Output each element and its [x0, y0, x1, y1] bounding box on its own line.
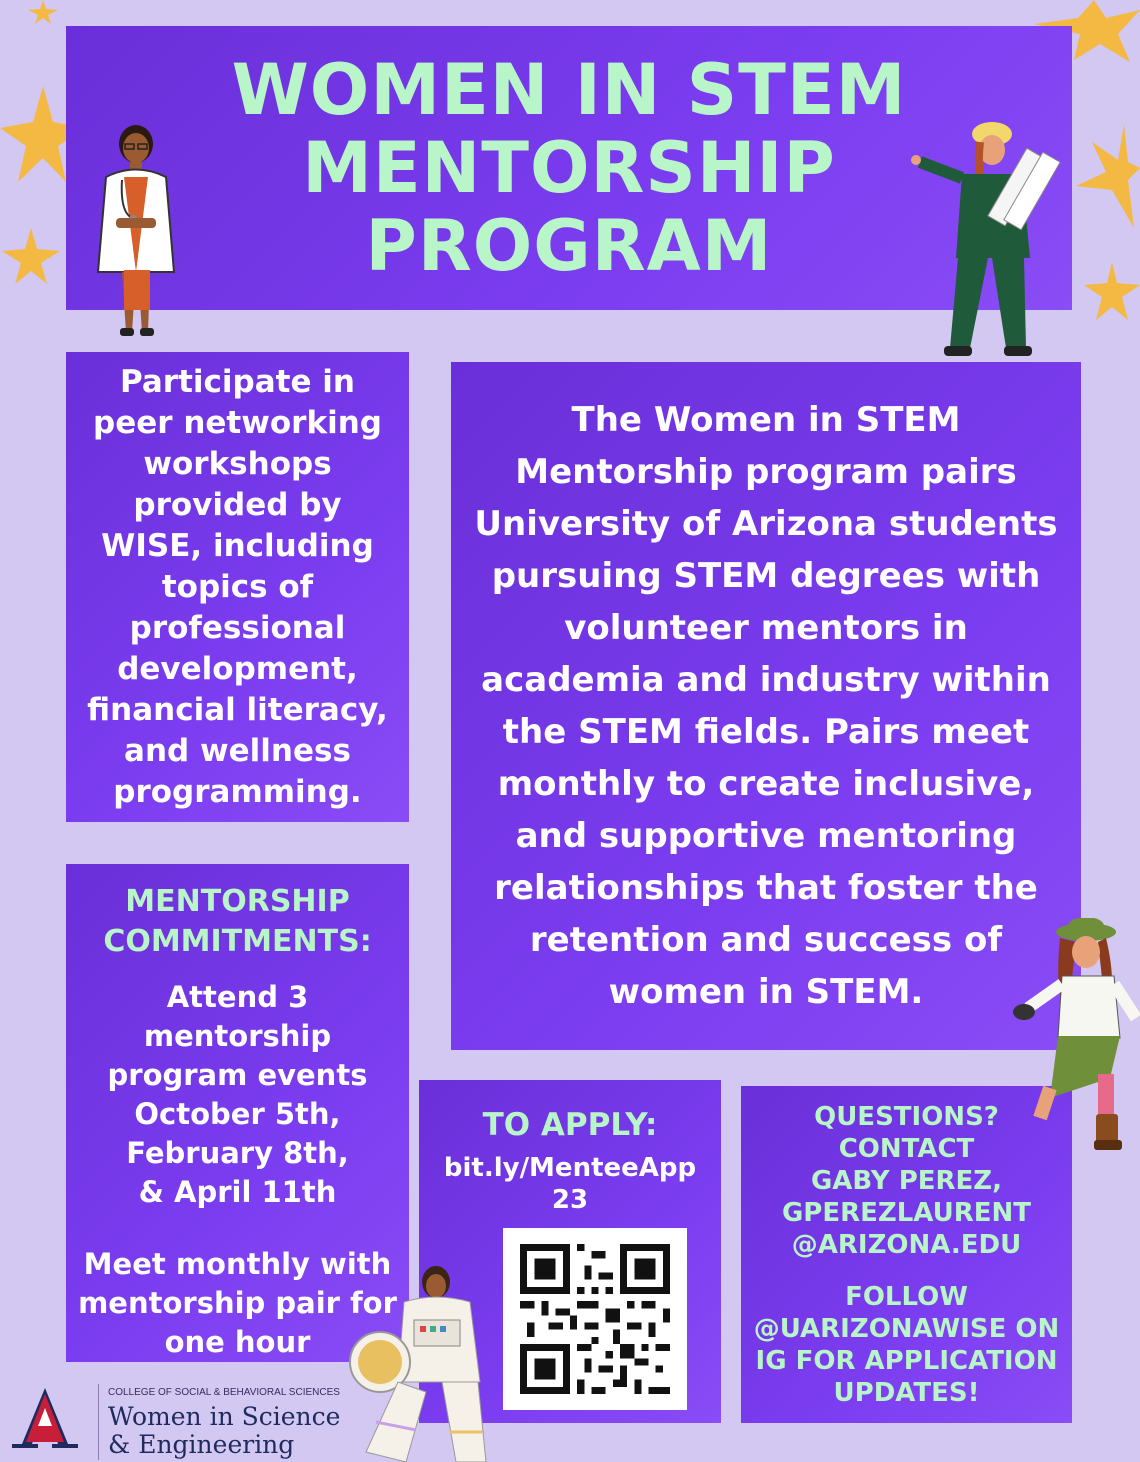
follow-info — [754, 1281, 1060, 1409]
apply-link-line: bit.ly/MenteeApp — [443, 1153, 697, 1183]
contact-line: QUESTIONS? — [814, 1101, 999, 1132]
contact-email[interactable]: GPEREZLAURENT — [781, 1197, 1032, 1228]
star-icon — [28, 0, 58, 24]
program-description-text: The Women in STEM Mentorship program pairs University of Arizona students pursuing STEM degrees with volunteer mentors in academia and industry within the STEM fields. Pairs meet monthly to create inclusive, and supportive mentoring relationships that foster the retention and success of women in STEM. — [474, 400, 1058, 1012]
arizona-a-logo — [8, 1386, 82, 1450]
contact-email[interactable]: @ARIZONA.EDU — [791, 1229, 1022, 1260]
heading-line: MENTORSHIP — [125, 884, 350, 919]
commitment-line: & April 11th — [138, 1175, 337, 1209]
title-line: MENTORSHIP — [302, 127, 836, 209]
title-line: PROGRAM — [365, 205, 773, 287]
commitment-line: October 5th, — [134, 1097, 341, 1131]
program-description-panel — [451, 362, 1081, 1050]
follow-line: FOLLOW — [845, 1281, 968, 1312]
commitments-events — [72, 978, 403, 1212]
astronaut-illustration — [346, 1262, 496, 1462]
qr-code-icon — [520, 1244, 670, 1394]
department-name: Women in Science — [108, 1402, 341, 1431]
commitment-line: February 8th, — [126, 1136, 349, 1170]
apply-heading: TO APPLY: — [482, 1107, 658, 1143]
page-title — [232, 51, 907, 285]
commitment-line: Attend 3 mentorship — [143, 980, 332, 1053]
workshops-panel — [66, 352, 409, 822]
commitments-heading — [103, 882, 371, 962]
instagram-handle[interactable]: @UARIZONAWISE ON — [753, 1313, 1060, 1344]
contact-info — [782, 1101, 1031, 1261]
qr-code[interactable] — [503, 1228, 687, 1410]
apply-link-line: 23 — [551, 1185, 589, 1215]
title-line: WOMEN IN STEM — [231, 49, 907, 131]
university-logo — [8, 1382, 358, 1462]
doctor-illustration — [86, 122, 186, 352]
contact-line: CONTACT — [838, 1133, 975, 1164]
college-name: COLLEGE OF SOCIAL & BEHAVIORAL SCIENCES — [108, 1387, 340, 1398]
apply-link[interactable] — [444, 1152, 696, 1216]
star-icon — [2, 228, 60, 284]
star-icon — [1076, 124, 1140, 228]
explorer-illustration — [1010, 918, 1140, 1160]
star-icon — [1084, 262, 1140, 320]
commitment-line: mentorship pair for — [78, 1286, 397, 1320]
commitment-line: one hour — [164, 1325, 311, 1359]
logo-divider — [98, 1384, 99, 1460]
engineer-illustration — [910, 118, 1070, 364]
commitment-line: program events — [107, 1058, 368, 1092]
heading-line: COMMITMENTS: — [103, 924, 372, 959]
contact-line: GABY PEREZ, — [810, 1165, 1003, 1196]
department-name: & Engineering — [108, 1430, 295, 1459]
follow-line: IG FOR APPLICATION — [755, 1345, 1058, 1376]
workshops-text: Participate in peer networking workshops provided by WISE, including topics of professional development, financial literacy, and wellness programming. — [87, 363, 388, 810]
follow-line: UPDATES! — [833, 1377, 980, 1408]
commitment-line: Meet monthly with — [83, 1247, 392, 1281]
